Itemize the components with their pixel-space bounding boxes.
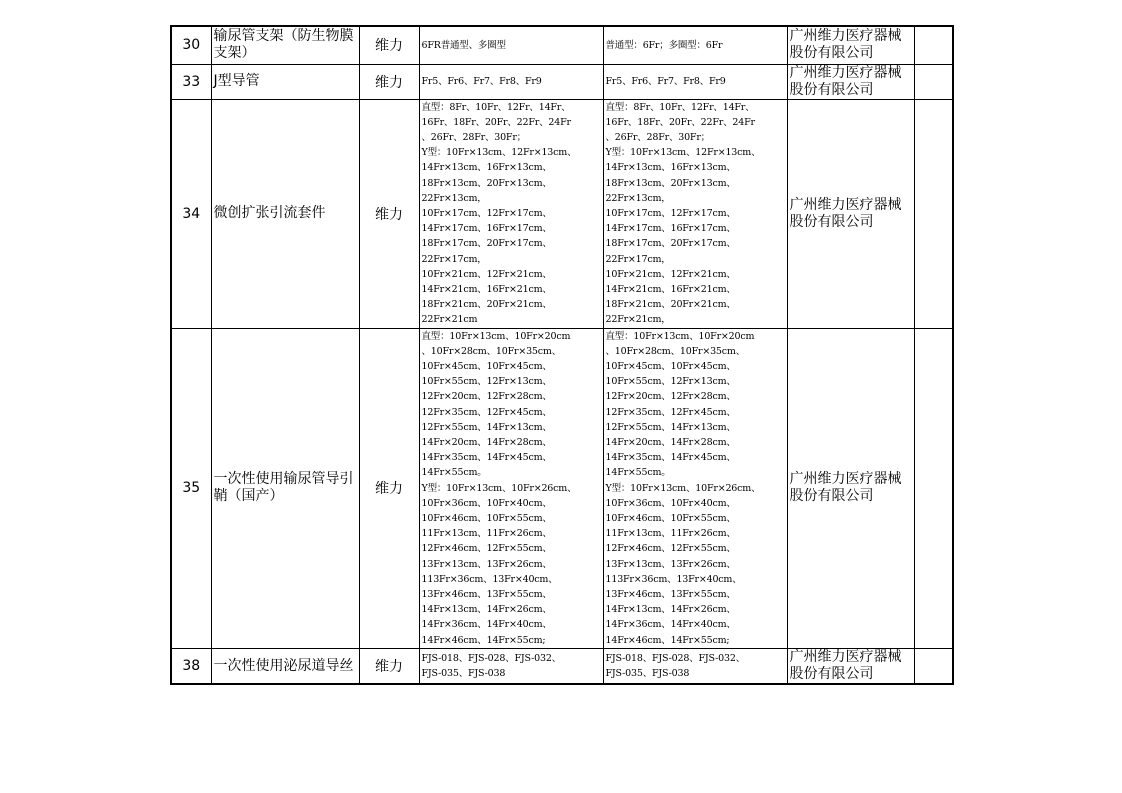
spec-line: 14Fr×55cm。 <box>421 467 487 479</box>
spec-line: 14Fr×13cm、14Fr×26cm、 <box>421 604 552 616</box>
spec-line: 16Fr、18Fr、20Fr、22Fr、24Fr <box>605 116 755 128</box>
spec-line: 22Fr×13cm， <box>605 192 671 204</box>
spec-cell <box>419 64 603 99</box>
spec-line: 18Fr×13cm、20Fr×13cm、 <box>605 177 736 189</box>
company: 广州维力医疗器械股份有限公司 <box>787 64 914 99</box>
model-cell <box>603 26 787 64</box>
spec-line: 22Fr×17cm， <box>421 253 487 265</box>
spec-line: 14Fr×20cm、14Fr×28cm、 <box>605 436 736 448</box>
spec-line: 14Fr×13cm、16Fr×13cm、 <box>605 162 736 174</box>
spec-line: 12Fr×55cm、14Fr×13cm、 <box>421 421 552 433</box>
spec-line: 13Fr×13cm、13Fr×26cm、 <box>605 558 736 570</box>
spec-line: 14Fr×35cm、14Fr×45cm、 <box>605 452 736 464</box>
spec-line: 14Fr×17cm、16Fr×17cm、 <box>421 223 552 235</box>
empty-cell <box>914 328 953 648</box>
empty-cell <box>914 99 953 328</box>
spec-line: 10Fr×55cm、12Fr×13cm、 <box>605 376 736 388</box>
spec-line: 22Fr×13cm， <box>421 192 487 204</box>
product-name: 一次性使用泌尿道导丝 <box>211 648 359 684</box>
product-name: 微创扩张引流套件 <box>211 99 359 328</box>
product-name: 一次性使用输尿管导引鞘（国产） <box>211 328 359 648</box>
spec-line: 14Fr×35cm、14Fr×45cm、 <box>421 452 552 464</box>
spec-line: 14Fr×13cm、14Fr×26cm、 <box>605 604 736 616</box>
spec-line: 14Fr×55cm。 <box>605 467 671 479</box>
empty-cell <box>914 26 953 64</box>
brand: 维力 <box>359 64 419 99</box>
empty-cell <box>914 648 953 684</box>
spec-line: 、10Fr×28cm、10Fr×35cm、 <box>421 345 561 357</box>
table-row <box>171 26 953 64</box>
spec-line: 22Fr×21cm， <box>605 314 671 326</box>
spec-line: 22Fr×21cm <box>421 314 478 326</box>
brand: 维力 <box>359 328 419 648</box>
spec-line: 10Fr×17cm、12Fr×17cm、 <box>421 207 552 219</box>
spec-line: 直型：10Fr×13cm、10Fr×20cm <box>605 330 755 342</box>
row-number: 35 <box>171 328 211 648</box>
row-number: 30 <box>171 26 211 64</box>
spec-line: FJS-018、FJS-028、FJS-032、 <box>421 652 561 664</box>
spec-line: 14Fr×36cm、14Fr×40cm、 <box>421 619 552 631</box>
spec-line: 12Fr×20cm、12Fr×28cm、 <box>605 391 736 403</box>
spec-line: FJS-035、FJS-038 <box>605 668 690 680</box>
model-cell <box>603 328 787 648</box>
row-number: 34 <box>171 99 211 328</box>
spec-line: 10Fr×21cm、12Fr×21cm、 <box>421 268 552 280</box>
brand: 维力 <box>359 99 419 328</box>
company: 广州维力医疗器械股份有限公司 <box>787 26 914 64</box>
spec-cell <box>419 99 603 328</box>
table-row <box>171 99 953 328</box>
spec-line: 14Fr×46cm、14Fr×55cm; <box>421 634 546 646</box>
spec-line: 13Fr×46cm、13Fr×55cm、 <box>421 589 552 600</box>
row-number: 33 <box>171 64 211 99</box>
spec-line: 12Fr×46cm、12Fr×55cm、 <box>421 543 552 555</box>
spec-line: 12Fr×55cm、14Fr×13cm、 <box>605 421 736 433</box>
spec-line: 、10Fr×28cm、10Fr×35cm、 <box>605 345 745 357</box>
spec-line: 14Fr×46cm、14Fr×55cm; <box>605 634 730 646</box>
product-name: J型导管 <box>211 64 359 99</box>
spec-line: 18Fr×17cm、20Fr×17cm、 <box>605 238 736 250</box>
spec-line: 13Fr×13cm、13Fr×26cm、 <box>421 558 552 570</box>
spec-line: 直型：8Fr、10Fr、12Fr、14Fr、 <box>605 101 755 113</box>
spec-line: 10Fr×55cm、12Fr×13cm、 <box>421 376 552 388</box>
empty-cell <box>914 64 953 99</box>
model-cell <box>603 99 787 328</box>
spec-line: 、26Fr、28Fr、30Fr； <box>421 131 526 143</box>
spec-line: 113Fr×36cm、13Fr×40cm、 <box>605 573 742 585</box>
spec-line: 10Fr×17cm、12Fr×17cm、 <box>605 207 736 219</box>
spec-line: 18Fr×13cm、20Fr×13cm、 <box>421 177 552 189</box>
spec-line: 12Fr×20cm、12Fr×28cm、 <box>421 391 552 403</box>
spec-line: 14Fr×21cm、16Fr×21cm、 <box>421 283 552 295</box>
spec-line: 直型：8Fr、10Fr、12Fr、14Fr、 <box>421 101 571 113</box>
spec-line: 22Fr×17cm， <box>605 253 671 265</box>
spec-line: Y型：10Fr×13cm、10Fr×26cm、 <box>605 482 761 494</box>
spec-line: 10Fr×46cm、10Fr×55cm、 <box>605 512 736 524</box>
spec-line: FJS-018、FJS-028、FJS-032、 <box>605 652 745 664</box>
spec-line: 10Fr×36cm、10Fr×40cm、 <box>605 497 736 509</box>
model-cell <box>603 64 787 99</box>
spec-line: 10Fr×46cm、10Fr×55cm、 <box>421 512 552 524</box>
spec-line: 普通型：6Fr；多圈型：6Fr <box>605 39 723 51</box>
spec-line: 12Fr×35cm、12Fr×45cm、 <box>605 406 736 418</box>
spec-line: 16Fr、18Fr、20Fr、22Fr、24Fr <box>421 116 571 128</box>
spec-line: Y型：10Fr×13cm、10Fr×26cm、 <box>421 482 577 494</box>
table-row <box>171 648 953 684</box>
spec-line: 14Fr×21cm、16Fr×21cm、 <box>605 283 736 295</box>
spec-line: FJS-035、FJS-038 <box>421 668 506 680</box>
spec-cell <box>419 328 603 648</box>
spec-line: 14Fr×17cm、16Fr×17cm、 <box>605 223 736 235</box>
company: 广州维力医疗器械股份有限公司 <box>787 648 914 684</box>
spec-line: Y型：10Fr×13cm、12Fr×13cm、 <box>421 147 577 159</box>
spec-line: 14Fr×36cm、14Fr×40cm、 <box>605 619 736 631</box>
spec-line: 13Fr×46cm、13Fr×55cm、 <box>605 589 736 600</box>
spec-line: 10Fr×36cm、10Fr×40cm、 <box>421 497 552 509</box>
product-name: 输尿管支架（防生物膜支架） <box>211 26 359 64</box>
table-row <box>171 328 953 648</box>
brand: 维力 <box>359 648 419 684</box>
spec-line: 11Fr×13cm、11Fr×26cm、 <box>421 528 552 540</box>
spec-line: Y型：10Fr×13cm、12Fr×13cm、 <box>605 147 761 159</box>
spec-line: 14Fr×13cm、16Fr×13cm、 <box>421 162 552 174</box>
spec-line: 10Fr×45cm、10Fr×45cm、 <box>421 360 552 372</box>
model-cell <box>603 648 787 684</box>
spec-line: 10Fr×21cm、12Fr×21cm、 <box>605 268 736 280</box>
spec-cell <box>419 648 603 684</box>
product-table <box>170 25 954 685</box>
company: 广州维力医疗器械股份有限公司 <box>787 99 914 328</box>
brand: 维力 <box>359 26 419 64</box>
spec-line: 、26Fr、28Fr、30Fr； <box>605 131 710 143</box>
table-row <box>171 64 953 99</box>
spec-line: 6FR普通型、多圈型 <box>421 39 506 51</box>
spec-line: 10Fr×45cm、10Fr×45cm、 <box>605 360 736 372</box>
row-number: 38 <box>171 648 211 684</box>
spec-cell <box>419 26 603 64</box>
spec-line: 14Fr×20cm、14Fr×28cm、 <box>421 436 552 448</box>
spec-line: 12Fr×46cm、12Fr×55cm、 <box>605 543 736 555</box>
spec-line: 113Fr×36cm、13Fr×40cm、 <box>421 573 558 585</box>
spec-line: 18Fr×21cm、20Fr×21cm、 <box>605 299 736 311</box>
spec-line: Fr5、Fr6、Fr7、Fr8、Fr9 <box>605 75 726 87</box>
company: 广州维力医疗器械股份有限公司 <box>787 328 914 648</box>
spec-line: 11Fr×13cm、11Fr×26cm、 <box>605 528 736 540</box>
spec-line: 直型：10Fr×13cm、10Fr×20cm <box>421 330 571 342</box>
spec-line: 18Fr×21cm、20Fr×21cm、 <box>421 299 552 311</box>
spec-line: 12Fr×35cm、12Fr×45cm、 <box>421 406 552 418</box>
spec-line: Fr5、Fr6、Fr7、Fr8、Fr9 <box>421 75 542 87</box>
spec-line: 18Fr×17cm、20Fr×17cm、 <box>421 238 552 250</box>
